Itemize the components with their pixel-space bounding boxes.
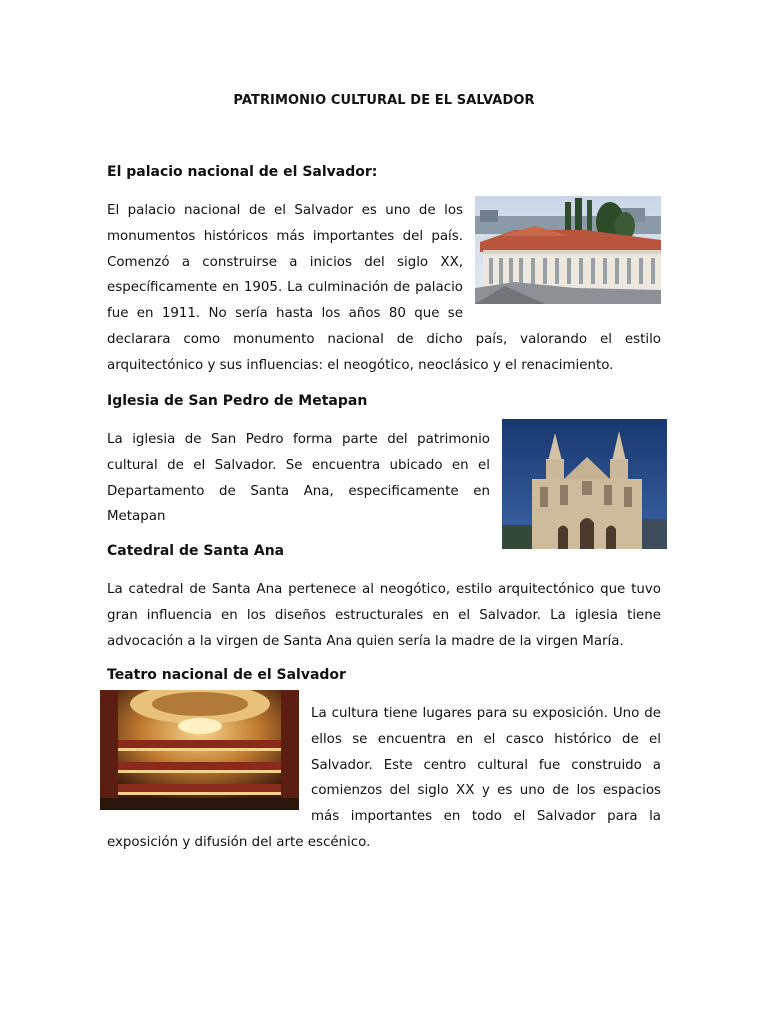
section-heading: El palacio nacional de el Salvador: — [107, 164, 378, 180]
section-catedral-santa-ana — [107, 541, 661, 654]
section-heading: Catedral de Santa Ana — [107, 543, 285, 559]
document-title: PATRIMONIO CULTURAL DE EL SALVADOR — [233, 93, 535, 108]
section-body-text: La cultura tiene lugares para su exposición. Uno de ellos se encuentra en el casco histórico de el Salvador. Este centro cultural fue construido a comienzos del siglo XX y es uno de los espacios más importantes en todo el Salvador para la exposición y difusión del arte escénico. — [107, 706, 661, 850]
section-iglesia-san-pedro — [107, 391, 661, 549]
section-heading: Iglesia de San Pedro de Metapan — [107, 393, 368, 409]
teatro-nacional-photo — [100, 690, 299, 810]
section-heading: Teatro nacional de el Salvador — [107, 667, 346, 683]
section-teatro-nacional — [107, 665, 661, 856]
section-body-text: El palacio nacional de el Salvador es uno de los monumentos históricos más importantes del país. Comenzó a construirse a inicios del siglo XX, específicamente en 1905. La culminación de palacio fue en 1911. No sería hasta los años 80 que se declarara como monumento nacional de dicho país, valorando el estilo arquitectónico y sus influencias: el neogótico, neoclásico y el renacimiento. — [107, 203, 661, 373]
section-palacio-nacional — [107, 162, 661, 379]
iglesia-san-pedro-photo — [502, 419, 667, 549]
section-body-text: La iglesia de San Pedro forma parte del patrimonio cultural de el Salvador. Se encuentra ubicado en el Departamento de Santa Ana, especificamente en Metapan — [107, 432, 490, 525]
palacio-nacional-photo — [475, 196, 661, 304]
section-body-text: La catedral de Santa Ana pertenece al neogótico, estilo arquitectónico que tuvo gran influencia en los diseños estructurales en el Salvador. La iglesia tiene advocación a la virgen de Santa Ana quien sería la madre de la virgen María. — [107, 582, 661, 649]
